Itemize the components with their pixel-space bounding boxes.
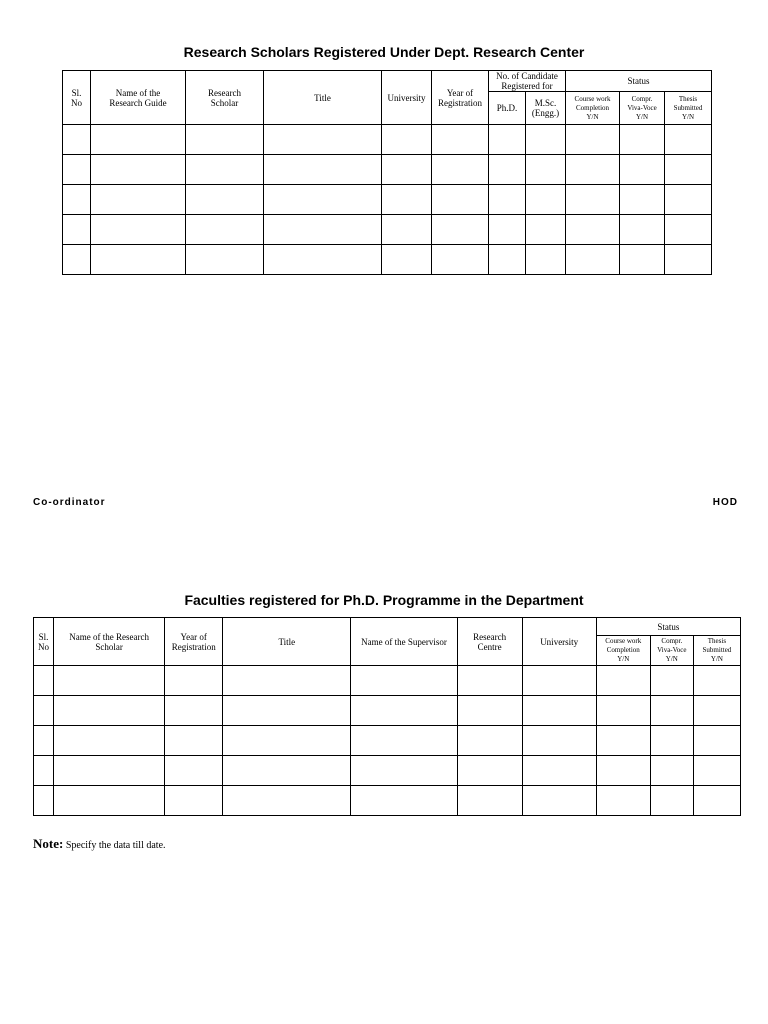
table-row bbox=[34, 726, 741, 756]
col-research-scholar: Name of the Research Scholar bbox=[54, 618, 165, 666]
col-candidates-registered: No. of Candidate Registered for bbox=[489, 71, 566, 92]
table-row bbox=[34, 786, 741, 816]
table-row bbox=[63, 185, 712, 215]
col-msc-engg: M.Sc. (Engg.) bbox=[526, 92, 566, 125]
table-row bbox=[63, 245, 712, 275]
table-row bbox=[34, 756, 741, 786]
col-title: Title bbox=[223, 618, 351, 666]
note bbox=[33, 836, 166, 852]
col-viva-voce: Compr. Viva-Voce Y/N bbox=[620, 92, 665, 125]
table-row bbox=[34, 666, 741, 696]
col-year-of-registration: Year of Registration bbox=[165, 618, 223, 666]
col-research-scholar: Research Scholar bbox=[186, 71, 264, 125]
col-status: Status bbox=[566, 71, 712, 92]
coordinator-signature-label: Co-ordinator bbox=[33, 497, 106, 508]
col-sl-no: Sl. No bbox=[63, 71, 91, 125]
col-research-centre: Research Centre bbox=[457, 618, 522, 666]
table-row bbox=[63, 215, 712, 245]
research-scholars-table bbox=[62, 70, 712, 275]
note-text: Specify the data till date. bbox=[65, 840, 166, 851]
col-university: University bbox=[382, 71, 432, 125]
table-row bbox=[34, 696, 741, 726]
col-sl-no: Sl. No bbox=[34, 618, 54, 666]
table-row bbox=[63, 155, 712, 185]
col-title: Title bbox=[264, 71, 382, 125]
col-viva-voce: Compr. Viva-Voce Y/N bbox=[650, 636, 693, 666]
col-phd: Ph.D. bbox=[489, 92, 526, 125]
col-year-of-registration: Year of Registration bbox=[432, 71, 489, 125]
col-supervisor: Name of the Supervisor bbox=[351, 618, 457, 666]
col-thesis-submitted: Thesis Submitted Y/N bbox=[665, 92, 712, 125]
col-thesis-submitted: Thesis Submitted Y/N bbox=[693, 636, 740, 666]
table-row bbox=[63, 125, 712, 155]
col-research-guide: Name of the Research Guide bbox=[91, 71, 186, 125]
note-label: Note: bbox=[33, 836, 64, 851]
col-coursework-completion: Course work Completion Y/N bbox=[566, 92, 620, 125]
col-coursework-completion: Course work Completion Y/N bbox=[596, 636, 650, 666]
hod-signature-label: HOD bbox=[712, 497, 738, 508]
col-status: Status bbox=[596, 618, 740, 636]
table1-title: Research Scholars Registered Under Dept. Research Center bbox=[183, 44, 585, 60]
col-university: University bbox=[522, 618, 596, 666]
faculties-phd-table bbox=[33, 617, 741, 816]
table2-title: Faculties registered for Ph.D. Programme in the Department bbox=[184, 592, 584, 608]
